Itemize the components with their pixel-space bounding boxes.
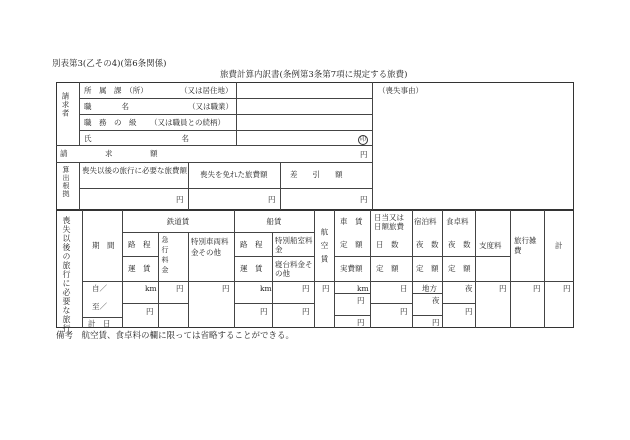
difference-label: 差 引 額 xyxy=(290,170,343,179)
form-title: 旅費計算内訳書(条例第3条第7項に規定する旅費) xyxy=(220,70,408,80)
from-label: 自／ xyxy=(92,284,107,293)
rail-fare-label: 運 賃 xyxy=(128,264,151,273)
ship-label: 船賃 xyxy=(266,217,282,226)
lodging-nights-label: 夜 数 xyxy=(416,240,439,249)
daily-label: 日当又は日額旅費 xyxy=(374,213,404,231)
payment-label: 支度料 xyxy=(479,241,502,250)
daily-days-unit: 日 xyxy=(400,284,408,293)
daily-days-label: 日 数 xyxy=(376,240,399,249)
ship-bed-unit: 円 xyxy=(302,307,310,316)
car-fixed-label: 定 額 xyxy=(340,240,363,249)
avoided-travel-label: 喪失を免れた旅費額 xyxy=(200,170,268,179)
rail-express-label: 急行料金 xyxy=(161,236,169,276)
meal-amount-label: 定 額 xyxy=(448,264,471,273)
car-sum-unit: 円 xyxy=(357,318,365,327)
dept-alt-label: （又は居住地） xyxy=(180,86,233,95)
total-unit: 円 xyxy=(563,284,571,293)
lodging-amount-label: 定 額 xyxy=(416,264,439,273)
claim-amount-label: 請 求 額 xyxy=(60,149,158,158)
grade-label: 職 務 の 級 xyxy=(84,118,137,127)
car-fixed-unit: km xyxy=(357,284,369,293)
calc-basis-label: 算出根拠 xyxy=(62,166,70,198)
lodging-amount-unit: 円 xyxy=(432,318,440,327)
dept-label: 所 属 課 （所） xyxy=(84,86,148,95)
ship-special-label: 特別船室料金 xyxy=(275,236,313,254)
ship-bed-label: 寝台料金その他 xyxy=(275,260,313,278)
rank-label: 職 名 xyxy=(84,102,129,111)
rail-km-unit: km xyxy=(145,284,157,293)
ship-distance-label: 路 程 xyxy=(240,240,263,249)
payment-unit: 円 xyxy=(499,284,507,293)
lodging-region-label: 地方 xyxy=(422,284,437,293)
rail-special-label: 特別車両料金その他 xyxy=(191,237,229,257)
seal-mark: 印 xyxy=(359,136,366,143)
rail-distance-label: 路 程 xyxy=(128,240,151,249)
meal-nights-unit: 夜 xyxy=(465,284,473,293)
car-label: 車 賃 xyxy=(340,217,363,226)
difference-unit: 円 xyxy=(360,195,368,204)
claimant-section xyxy=(56,82,574,210)
ship-km-unit: km xyxy=(260,284,272,293)
grade-alt-label: （又は職員との続柄） xyxy=(150,118,225,127)
daily-amount-unit: 円 xyxy=(400,307,408,316)
period-label: 期 間 xyxy=(92,241,115,250)
rail-fare-unit: 円 xyxy=(146,307,154,316)
needed-unit: 円 xyxy=(176,195,184,204)
ship-special-unit: 円 xyxy=(302,284,310,293)
misc-label: 旅行雑費 xyxy=(514,236,537,255)
air-unit: 円 xyxy=(322,284,330,293)
car-actual-label: 実費額 xyxy=(340,264,363,273)
form-ref: 別表第3(乙その4)(第6条関係) xyxy=(52,59,167,69)
needed-travel-label: 喪失以後の旅行に必要な旅費額 xyxy=(82,166,187,175)
meal-nights-label: 夜 数 xyxy=(448,240,471,249)
avoided-unit: 円 xyxy=(268,195,276,204)
rank-alt-label: （又は職業） xyxy=(188,102,233,111)
rail-special-unit: 円 xyxy=(222,284,230,293)
total-label: 計 xyxy=(555,241,563,250)
car-actual-unit: 円 xyxy=(357,296,365,305)
meal-label: 食卓料 xyxy=(446,217,469,226)
sum-days-label: 計 日 xyxy=(88,319,111,328)
rail-label: 鉄道賃 xyxy=(166,217,190,226)
daily-amount-label: 定 額 xyxy=(376,264,399,273)
name-label: 氏 名 xyxy=(84,134,189,143)
trip-label: 喪失以後の旅行に必要な旅行 xyxy=(62,216,71,333)
lodging-label: 宿泊料 xyxy=(414,217,437,226)
ship-fare-unit: 円 xyxy=(260,307,268,316)
claim-amount-unit: 円 xyxy=(360,150,368,159)
ship-fare-label: 運 賃 xyxy=(240,264,263,273)
meal-amount-unit: 円 xyxy=(465,307,473,316)
air-fare-label: 航空賃 xyxy=(320,228,329,269)
claimant-label: 請求者 xyxy=(61,92,70,118)
form-note: 備考 航空賃、食卓料の欄に限っては省略することができる。 xyxy=(56,331,295,341)
to-label: 至／ xyxy=(92,302,107,311)
lodging-nights-unit: 夜 xyxy=(432,296,440,305)
misc-unit: 円 xyxy=(533,284,541,293)
loss-reason-label: （喪失事由） xyxy=(378,86,423,95)
rail-express-unit: 円 xyxy=(176,284,184,293)
